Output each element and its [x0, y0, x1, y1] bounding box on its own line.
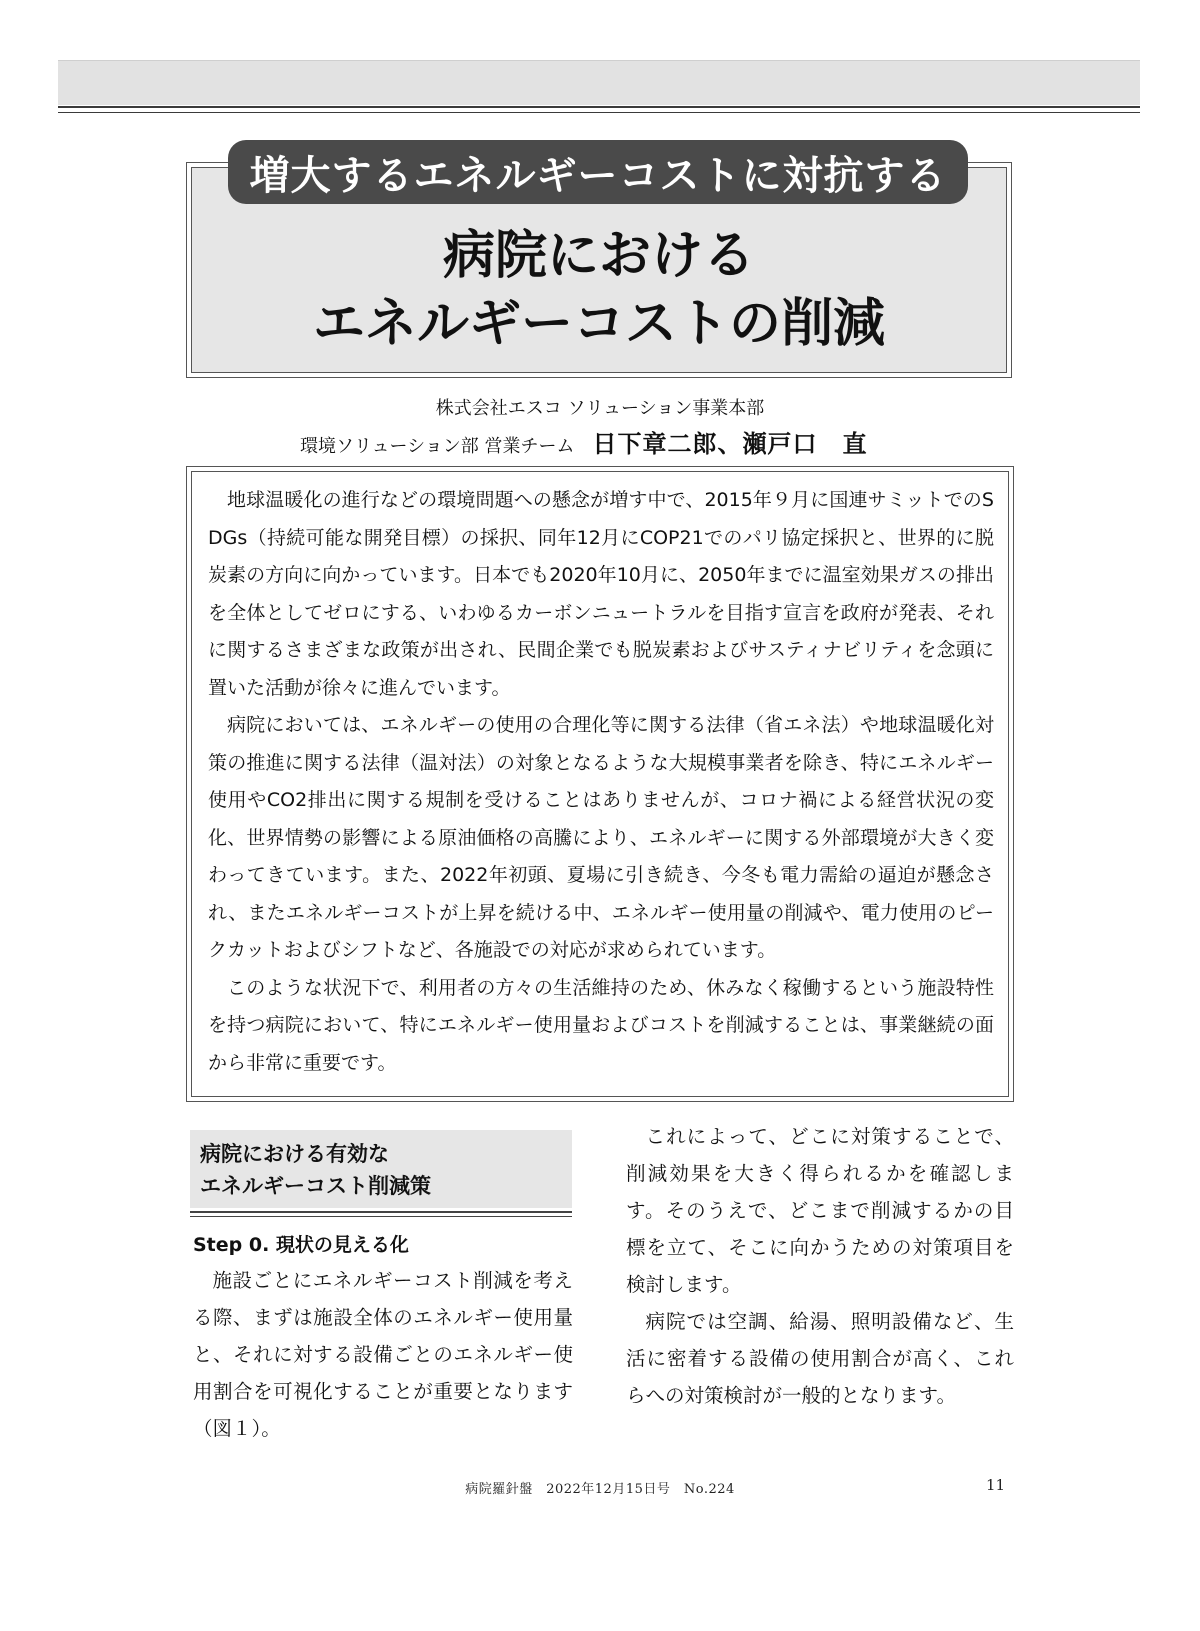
section-heading — [190, 1130, 572, 1208]
section-rule — [190, 1211, 572, 1213]
body-paragraph: これによって、どこに対策することで、削減効果を大きく得られるかを確認します。そのうえで、どこまで削減するかの目標を立て、そこに向かうための対策項目を検討します。 — [626, 1125, 1014, 1296]
body-column-right — [626, 1118, 1014, 1414]
body-paragraph: 病院では空調、給湯、照明設備など、生活に密着する設備の使用割合が高く、これらへの対策検討が一般的となります。 — [626, 1310, 1014, 1407]
title-kicker: 増大するエネルギーコストに対抗する — [228, 140, 968, 204]
header-band — [58, 60, 1140, 105]
lead-paragraph: 地球温暖化の進行などの環境問題への懸念が増す中で、2015年９月に国連サミットでのSDGs（持続可能な開発目標）の採択、同年12月にCOP21でのパリ協定採択と、世界的に脱炭素の方向に向かっています。日本でも2020年10月に、2050年までに温室効果ガスの排出を全体としてゼロにする、いわゆるカーボンニュートラルを目指す宣言を政府が発表、それに関するさまざまな政策が出され、民間企業でも脱炭素およびサスティナビリティを念頭に置いた活動が徐々に進んでいます。 — [208, 489, 994, 699]
page-number: 11 — [986, 1476, 1006, 1494]
header-rule-thin — [58, 112, 1140, 113]
article-title-line1: 病院における — [442, 226, 755, 286]
header-rule — [58, 106, 1140, 108]
body-column-left — [193, 1262, 573, 1447]
lead-box-inner — [191, 471, 1009, 1097]
section-heading-line1: 病院における有効な — [200, 1142, 389, 1166]
footer-publication: 病院羅針盤 2022年12月15日号 No.224 — [465, 1482, 735, 1497]
article-title — [186, 222, 1012, 358]
author-affiliation: 株式会社エスコ ソリューション事業本部 — [435, 398, 765, 419]
author-line — [300, 424, 1000, 459]
lead-paragraph: 病院においては、エネルギーの使用の合理化等に関する法律（省エネ法）や地球温暖化対策の推進に関する法律（温対法）の対象となるような大規模事業者を除き、特にエネルギー使用やCO2排出に関する規制を受けることはありませんが、コロナ禍による経営状況の変化、世界情勢の影響による原油価格の高騰により、エネルギーに関する外部環境が大きく変わってきています。また、2022年初頭、夏場に引き続き、今冬も電力需給の逼迫が懸念され、またエネルギーコストが上昇を続ける中、エネルギー使用量の削減や、電力使用のピークカットおよびシフトなど、各施設での対応が求められています。 — [208, 714, 994, 961]
section-rule-thin — [190, 1216, 572, 1217]
step-heading: Step 0. 現状の見える化 — [193, 1234, 409, 1256]
article-title-line2: エネルギーコストの削減 — [312, 294, 885, 354]
lead-box — [186, 466, 1014, 1102]
lead-paragraph: このような状況下で、利用者の方々の生活維持のため、休みなく稼働するという施設特性を持つ病院において、特にエネルギー使用量およびコストを削減することは、事業継続の面から非常に重要です。 — [208, 976, 994, 1074]
author-names: 日下章二郎、瀬戸口 直 — [592, 430, 868, 458]
body-paragraph: 施設ごとにエネルギーコスト削減を考える際、まずは施設全体のエネルギー使用量と、それに対する設備ごとのエネルギー使用割合を可視化することが重要となります（図１）。 — [193, 1269, 573, 1440]
author-department: 環境ソリューション部 営業チーム — [300, 436, 575, 457]
section-heading-line2: エネルギーコスト削減策 — [200, 1174, 431, 1198]
